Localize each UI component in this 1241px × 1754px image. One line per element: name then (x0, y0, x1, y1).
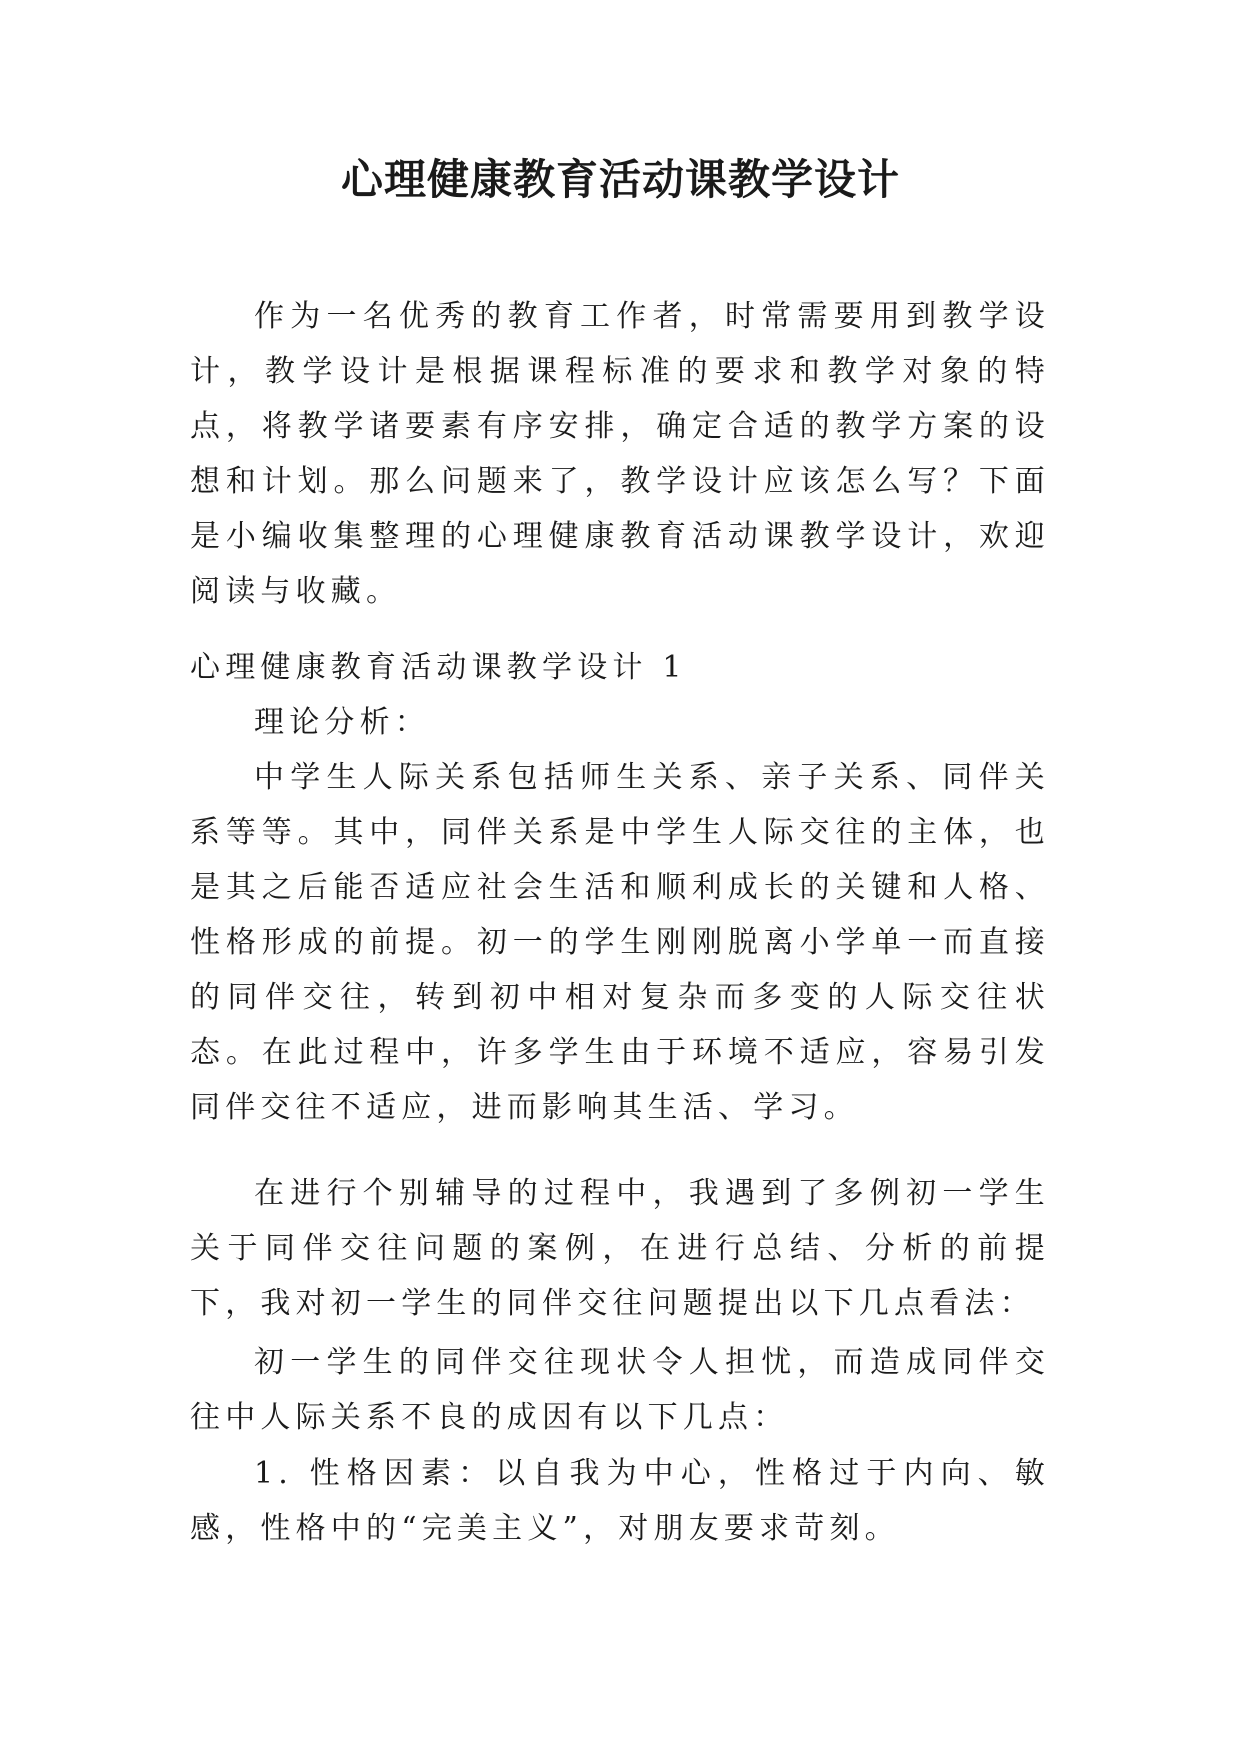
body-paragraph: 初一学生的同伴交往现状令人担忧，而造成同伴交往中人际关系不良的成因有以下几点： (190, 1345, 1050, 1435)
body-paragraph: 1. 性格因素：以自我为中心，性格过于内向、敏感，性格中的“完美主义”，对朋友要求苛刻。 (190, 1456, 1050, 1546)
intro-paragraph: 作为一名优秀的教育工作者，时常需要用到教学设计，教学设计是根据课程标准的要求和教学对象的特点，将教学诸要素有序安排，确定合适的教学方案的设想和计划。那么问题来了，教学设计应该怎么写？下面是小编收集整理的心理健康教育活动课教学设计，欢迎阅读与收藏。 (190, 299, 1050, 609)
body-paragraph: 中学生人际关系包括师生关系、亲子关系、同伴关系等等。其中，同伴关系是中学生人际交往的主体，也是其之后能否适应社会生活和顺利成长的关键和人格、性格形成的前提。初一的学生刚刚脱离小学单一而直接的同伴交往，转到初中相对复杂而多变的人际交往状态。在此过程中，许多学生由于环境不适应，容易引发同伴交往不适应，进而影响其生活、学习。 (190, 760, 1050, 1125)
document-title: 心理健康教育活动课教学设计 (340, 155, 900, 204)
theory-label: 理论分析： (254, 705, 430, 740)
body-paragraph: 在进行个别辅导的过程中，我遇到了多例初一学生关于同伴交往问题的案例，在进行总结、分析的前提下，我对初一学生的同伴交往问题提出以下几点看法： (190, 1176, 1050, 1321)
section-heading: 心理健康教育活动课教学设计 1 (190, 650, 687, 685)
